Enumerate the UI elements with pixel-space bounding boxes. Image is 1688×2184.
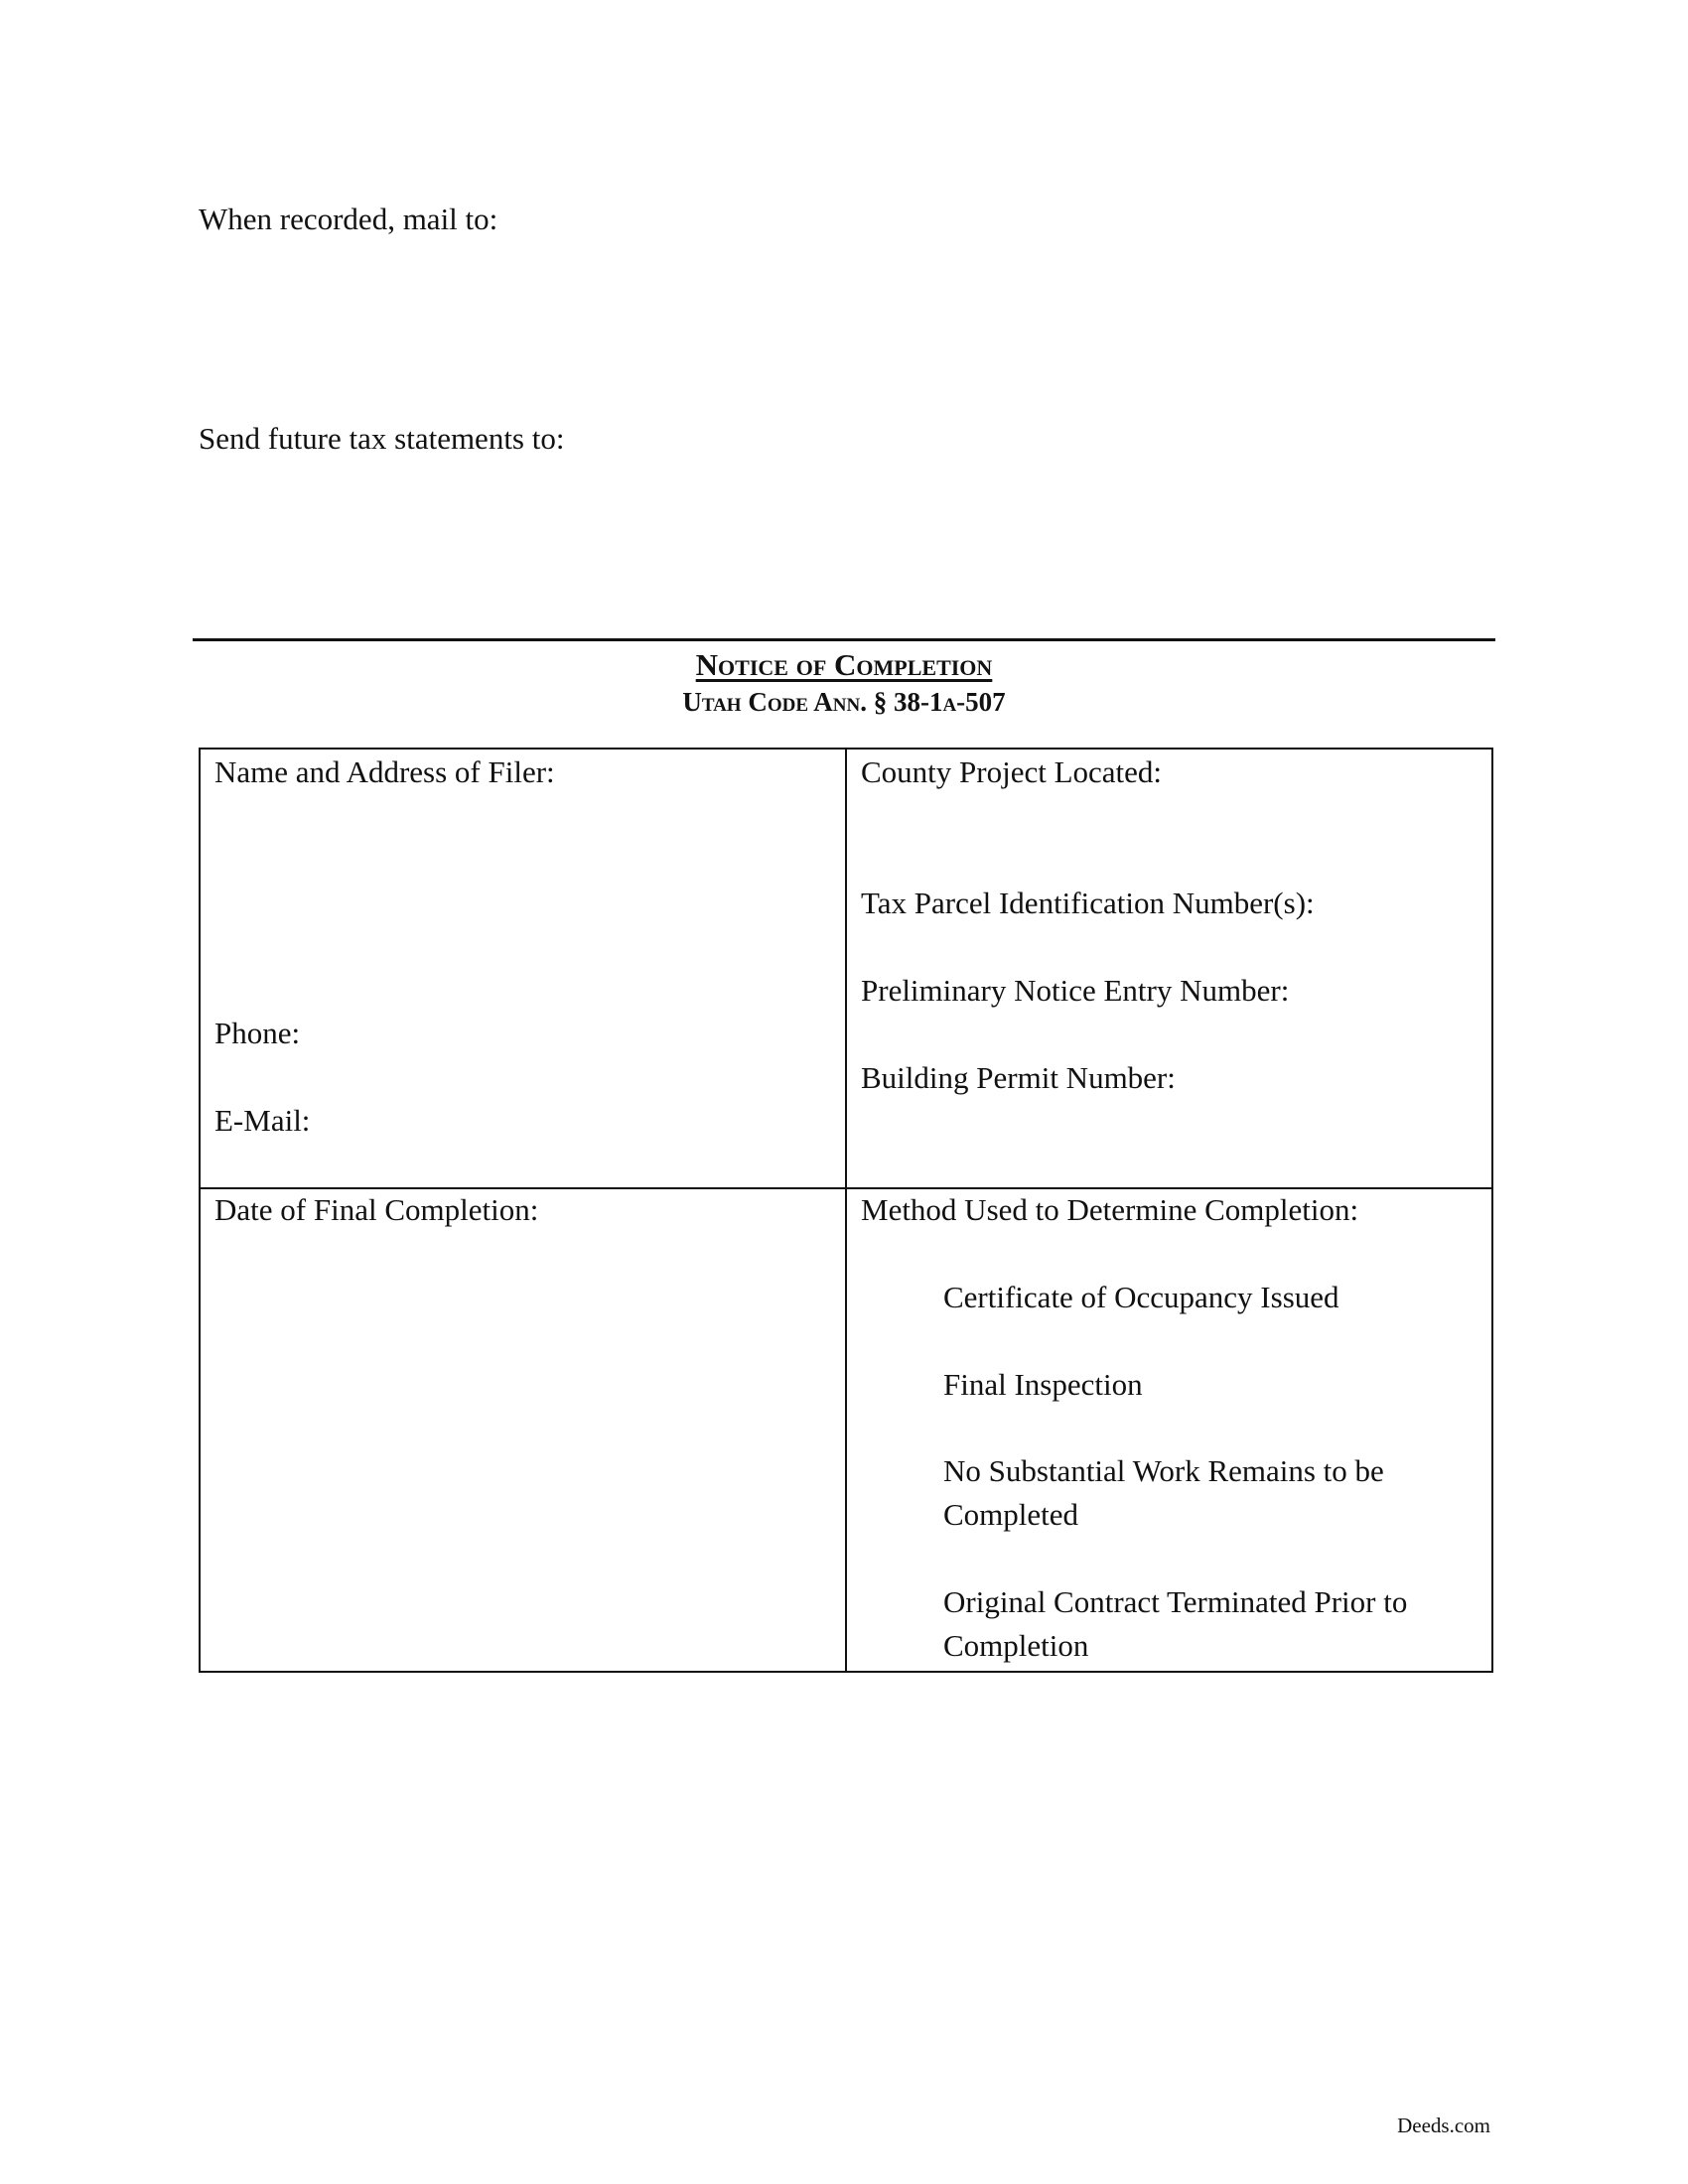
method-option-no-substantial-work[interactable]: No Substantial Work Remains to be Completed — [943, 1453, 1384, 1532]
method-option-final-inspection[interactable]: Final Inspection — [943, 1367, 1143, 1402]
project-cell[interactable] — [846, 749, 1492, 1188]
statute-citation: Utah Code Ann. § 38-1a-507 — [682, 687, 1006, 717]
tax-statements-label: Send future tax statements to: — [199, 421, 565, 456]
section-divider — [193, 638, 1495, 641]
footer-brand: Deeds.com — [1397, 2114, 1490, 2137]
notice-form-table — [199, 748, 1493, 1673]
preliminary-notice-label: Preliminary Notice Entry Number: — [861, 973, 1290, 1008]
filer-name-address-label: Name and Address of Filer: — [214, 754, 555, 789]
method-option-certificate[interactable]: Certificate of Occupancy Issued — [943, 1280, 1339, 1314]
completion-method-label: Method Used to Determine Completion: — [861, 1192, 1359, 1227]
completion-method-cell — [846, 1188, 1492, 1672]
final-completion-date-label: Date of Final Completion: — [214, 1192, 539, 1227]
mail-to-label: When recorded, mail to: — [199, 202, 498, 236]
method-option-contract-terminated[interactable]: Original Contract Terminated Prior to Completion — [943, 1584, 1408, 1663]
email-label: E-Mail: — [214, 1103, 311, 1138]
county-project-label: County Project Located: — [861, 754, 1163, 789]
completion-date-cell[interactable] — [200, 1188, 846, 1672]
form-row-completion — [200, 1188, 1492, 1672]
building-permit-label: Building Permit Number: — [861, 1060, 1176, 1095]
document-title: Notice of Completion — [695, 647, 993, 682]
form-row-filer-project — [200, 749, 1492, 1188]
tax-parcel-label: Tax Parcel Identification Number(s): — [861, 886, 1315, 920]
filer-cell[interactable] — [200, 749, 846, 1188]
phone-label: Phone: — [214, 1016, 301, 1050]
